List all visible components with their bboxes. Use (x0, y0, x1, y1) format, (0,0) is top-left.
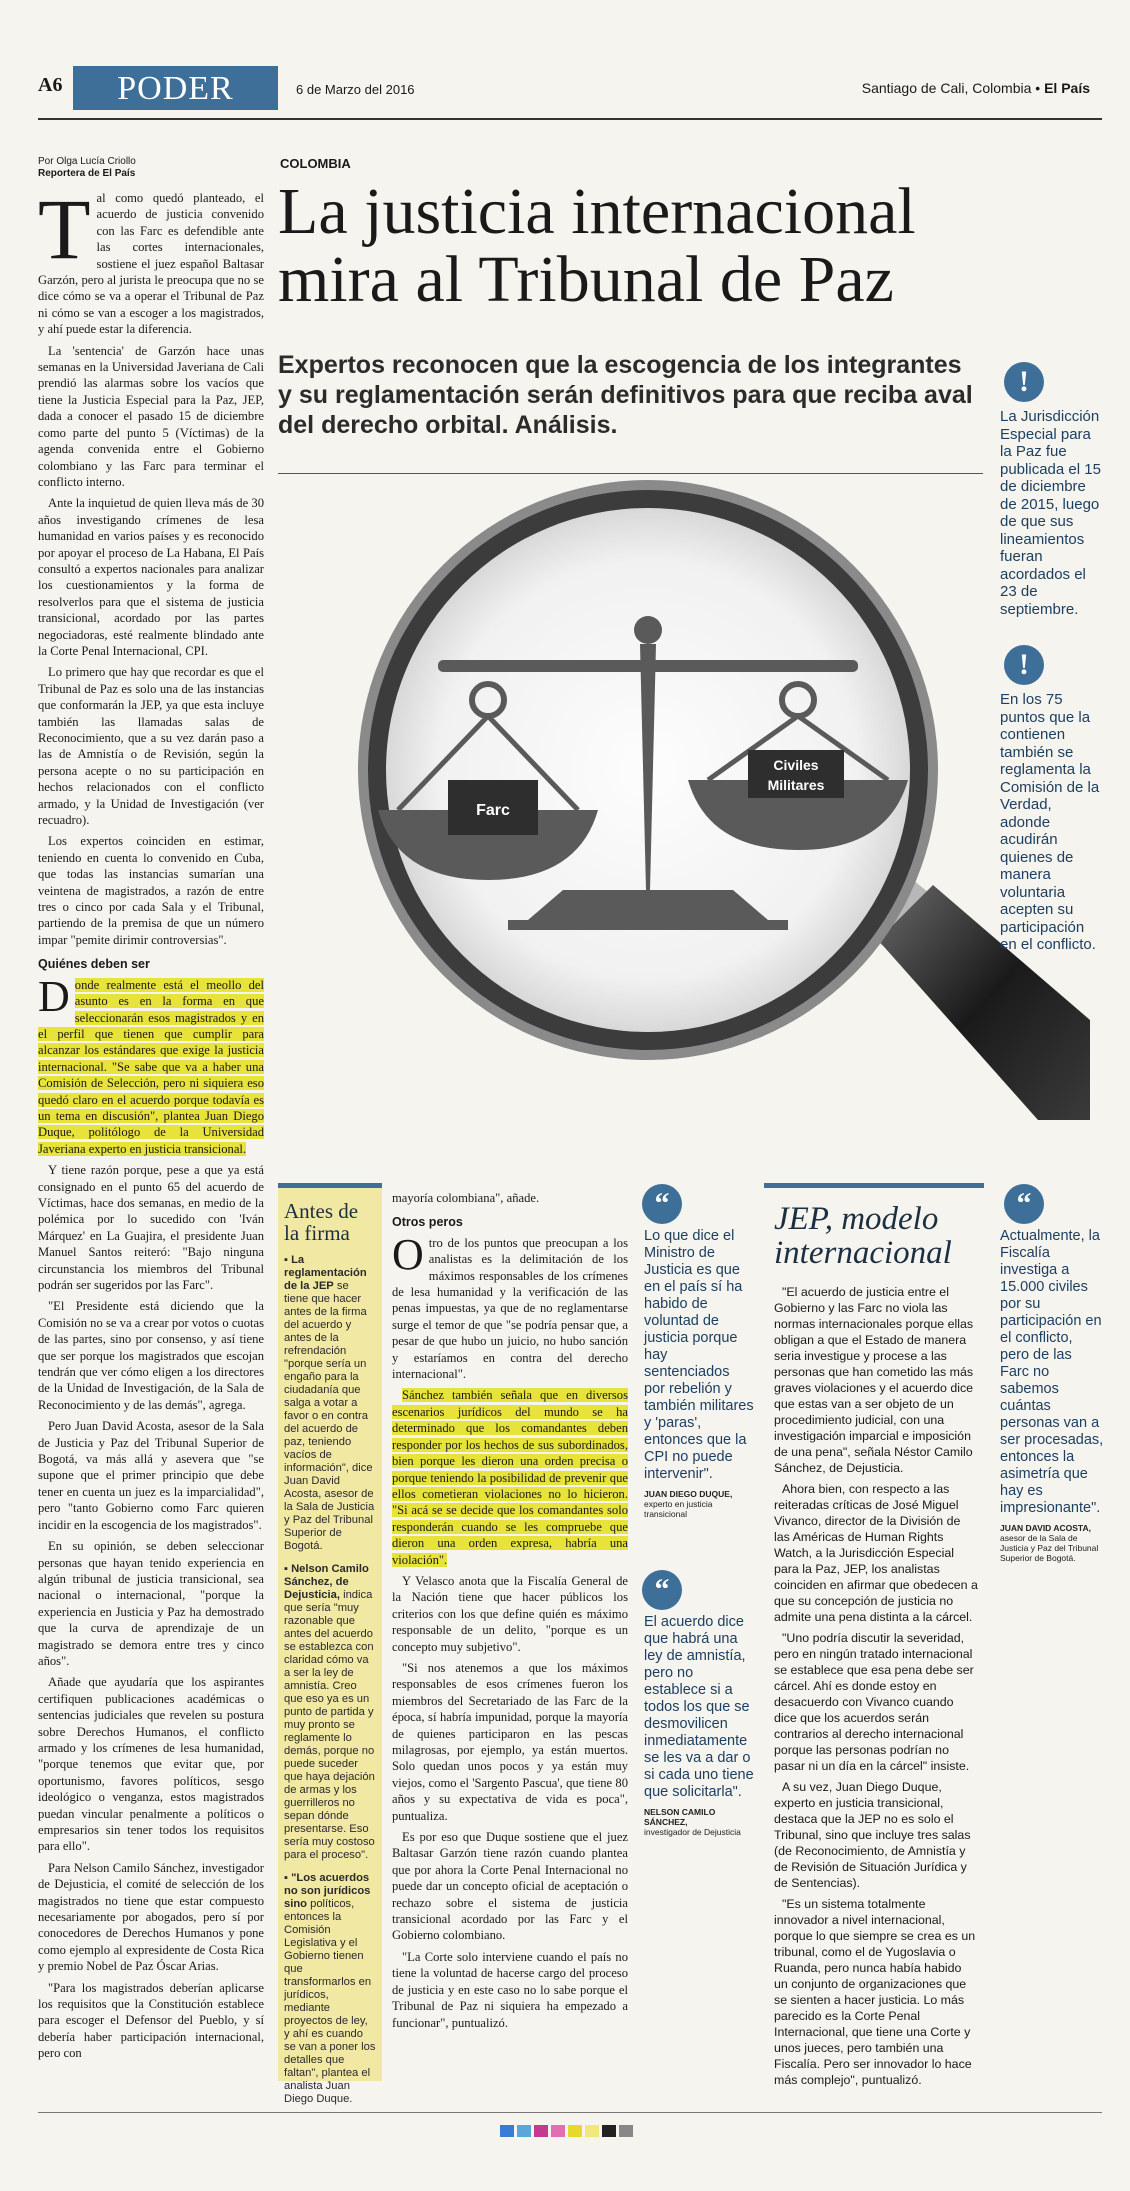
box-title: JEP, modelo internacional (774, 1201, 952, 1271)
paragraph: "Uno podría discutir la severidad, pero en ningún tratado internacional se establece que esa pena debe ser cárcel. Ahí es donde estoy en desacuerdo con Vivanco cuando dice que los acuerdos serán contrarios al derecho internacional porque las personas podrían no pasar ni un día en la cárcel" insiste. (774, 1631, 974, 1773)
box-item-text: se tiene que hacer antes de la firma del acuerdo y antes de la refrendación "porque sería un engaño para la ciudadanía que salga a votar a favor o en contra del acuerdo de paz, teniendo vacíos de información", dice Juan David Acosta, asesor de la Sala de Justicia y Paz del Tribunal Superior de Bogotá. (284, 1280, 375, 1552)
headline: La justicia internacional mira al Tribunal de Paz (278, 175, 916, 316)
pull-quote-text: Lo que dice el Ministro de Justicia es que en el país sí ha habido de voluntad de justicia porque hay sentenciados por rebelión y también militares y 'paras', entonces que la CPI no puede intervenir". (644, 1228, 754, 1482)
pull-quote-1 (644, 1228, 754, 1519)
paragraph: A su vez, Juan Diego Duque, experto en justicia transicional, destaca que la JEP no es solo el Tribunal, sino que incluye tres salas (de Reconocimiento, de Amnistía y de Revisión de Situación Jurídica y de Sentencias). (774, 1780, 971, 1890)
civiles-label: Civiles (773, 757, 819, 773)
box-item-text: políticos, entonces la Comisión Legislativa y el Gobierno tienen que transformarlos en jurídicos, mediante proyectos de ley, y ahí es cuando se van a poner los detalles que faltan", plantea el analista Juan Diego Duque. (284, 1898, 376, 2105)
paragraph: mayoría colombiana", añade. (392, 1191, 540, 1205)
paragraph: Para Nelson Camilo Sánchez, investigador de Dejusticia, el comité de selección de los magistrados no tiene que estar compuesto necesariamente por abogados, pero sí por conocedores de Derechos Humanos y pone como ejemplo al expresidente de Costa Rica y premio Nobel de Paz Óscar Arias. (38, 1860, 264, 1974)
pull-quote-3 (1000, 1228, 1104, 1563)
side-note-1: La Jurisdicción Especial para la Paz fue publicada el 15 de diciembre de 2015, luego de que sus lineamientos fueran acordados el 23 de septiembre. (1000, 408, 1101, 618)
drop-cap: O (392, 1229, 424, 1279)
subhead: Quiénes deben ser (38, 957, 150, 972)
box-item-lead: ▪ "Los acuerdos no son jurídicos sino (284, 1872, 371, 1910)
paragraph: Pero Juan David Acosta, asesor de la Sala de Justicia y Paz del Tribunal Superior de Bogotá, va más allá y asevera que "se supone que el primer principio que debe tener en cuenta un juez es la imparcialidad", pero "tanto Gobierno como Farc quieren incidir en la escogencia de los magistrados". (38, 1419, 264, 1532)
quote-name: JUAN DIEGO DUQUE, (644, 1489, 733, 1499)
paragraph: "El Presidente está diciendo que la Comisión no se va a crear por votos o cuotas de las partes, sino por consenso, y así tiene que ser porque los magistrados que escojan tendrán que ver cómo eligen a los directores de la Unidad de Investigación, de la Sala de Reconocimiento y de las demás", agrega. (38, 1299, 264, 1412)
farc-label: Farc (476, 802, 510, 819)
paragraph: La 'sentencia' de Garzón hace unas semanas en la Universidad Javeriana de Cali prendió las alarmas sobre los vacíos que tiene la Justicia Especial para la Paz, JEP, dada a conocer el pasado 15 de diciembre como parte del punto 5 (Víctimas) de la agenda convenida entre el Gobierno colombiano y las Farc para terminar el conflicto interno. (38, 343, 264, 489)
color-swatch (585, 2125, 599, 2137)
paragraph: Ante la inquietud de quien lleva más de 30 años investigando crímenes de lesa humanidad en varios países y es reconocido por apoyar el proceso de La Habana, El País consultó a expertos nacionales para analizar los cuestionamientos y la forma de resolverlos para que el sistema de justicia transicional, acordado por las partes negociadoras, esté realmente blindado ante la Corte Penal Internacional, CPI. (38, 496, 264, 658)
box-item-text: indica que sería "muy razonable que antes del acuerdo se establezca con claridad cómo va a ser la ley de amnistía. Creo que eso ya es un punto de partida y muy pronto se reglamente lo demás, porque no puede suceder que haya dejación de armas y los guerrilleros no sepan dónde presentarse. Eso sería muy costoso para el proceso". (284, 1589, 375, 1861)
box-item-lead: ▪ Nelson Camilo Sánchez, de Dejusticia, (284, 1563, 369, 1601)
paragraph: Lo primero que hay que recordar es que el Tribunal de Paz es solo una de las instancias que conformarán la JEP, ya que esta incluye también las llamadas salas de Reconocimiento, que a su vez darán paso a las de Amnistía o de Revisión, según la persona acepte o no su participación en hechos relacionados con el conflicto armado, y la Unidad de Investigación (ver recuadro). (38, 665, 264, 828)
side-note-2: En los 75 puntos que la contienen también se reglamenta la Comisión de la Verdad, adonde acudirán quienes de manera voluntaria acepten su participación en el conflicto. (1000, 691, 1100, 953)
paragraph: Ahora bien, con respecto a las reiteradas críticas de José Miguel Vivanco, director de la División de las Américas de Human Rights Watch, a la Jurisdicción Especial para la Paz, JEP, los analistas coinciden en afirmar que obedecen a que su concepción de justicia no admite una pena distinta a la cárcel. (774, 1482, 978, 1624)
paragraph: Añade que ayudaría que los aspirantes certifiquen publicaciones académicas o sentencias judiciales que revelen su postura sobre Derechos Humanos, el conflicto armado y los crímenes de lesa humanidad, "porque tenemos que evitar que, por oportunismo, favores políticos, sesgo ideológico o venganza, estos magistrados puedan vincular penalmente a políticos o empresarios sin tener todos los requisitos para ello". (38, 1675, 264, 1854)
alert-icon: ! (1004, 362, 1044, 402)
quote-role: asesor de la Sala de Justicia y Paz del Tribunal Superior de Bogotá. (1000, 1533, 1099, 1563)
jep-modelo-box (764, 1183, 984, 2090)
color-registration-bar (500, 2124, 636, 2142)
paragraph: "Es un sistema totalmente innovador a nivel internacional, porque lo que siempre se crea es un tribunal, como el de Yugoslavia o Ruanda, pero nunca había habido un conjunto de organizaciones que se sienten a hacer justicia. Lo más parecido es la Corte Penal Internacional, que tiene una Corte y unos jueces, pero también una Fiscalía. Pero ser innovador lo hace más complejo", puntualizó. (774, 1897, 976, 2087)
newspaper-name: El País (1044, 80, 1090, 96)
color-swatch (517, 2125, 531, 2137)
box-item-lead: ▪ La reglamentación de la JEP (284, 1254, 367, 1292)
paragraph: "El acuerdo de justicia entre el Gobierno y las Farc no viola las normas internacionales porque ellas obligan a que el Estado de manera seria investigue y procese a las personas que han cometido las más graves violaciones y el acuerdo dice que estas van a ser objeto de un procedimiento judicial, con una investigación imparcial e imposición de una pena", señala Néstor Camilo Sánchez, de Dejusticia. (774, 1285, 974, 1475)
highlighted-paragraph: onde realmente está el meollo del asunto es en la forma en que seleccionarán esos magistrados y en el perfil que tienen que cumplir para alcanzar los estándares que exige la justicia internacional. "Se sabe que va a haber una Comisión de Selección, pero ni siquiera eso quedó claro en el acuerdo porque todavía es un tema en discusión", plantea Juan Diego Duque, politólogo de la Universidad Javeriana experto en justicia transicional. (38, 977, 264, 1156)
quote-role: investigador de Dejusticia (644, 1827, 741, 1837)
antes-de-la-firma-box (278, 1183, 382, 2105)
quote-icon: “ (642, 1570, 682, 1610)
paragraph: "Si nos atenemos a que los máximos responsables de esos crímenes fueron los miembros del Secretariado de las Farc de la época, sí habría impunidad, porque la mayoría de quienes participaron en las pescas milagrosas, por ejemplo, ya están muertos. Solo quedan unos pocos y ya están muy viejos, como el 'Sargento Pascua', que tiene 80 años y su expectativa de vida es poca", puntualiza. (392, 1660, 628, 1823)
pull-quote-text: El acuerdo dice que habrá una ley de amnistía, pero no establece si a todos los que se desmovilicen inmediatamente se les va a dar o si cada uno tiene que solicitarla". (644, 1614, 754, 1800)
paragraph: Es por eso que Duque sostiene que el juez Baltasar Garzón tiene razón cuando plantea que por ahora la Corte Penal Internacional no puede dar un concepto oficial de aceptación o rechazo sobre el sistema de justicia transicional acordado por las Farc y el Gobierno colombiano. (392, 1830, 628, 1943)
issue-date: 6 de Marzo del 2016 (296, 82, 415, 97)
paragraph: "La Corte solo interviene cuando el país no tiene la voluntad de hacerse cargo del proceso de justicia y en este caso no lo sabe porque el Tribunal de Paz ni siquiera ha empezado a funcionar", puntualizó. (392, 1949, 628, 2030)
paragraph: Y Velasco anota que la Fiscalía General de la Nación tiene que hacer públicos los criterios con los que define quién es máximo responsable de un delito, "porque es un concepto muy subjetivo". (392, 1573, 628, 1654)
color-swatch (500, 2125, 514, 2137)
header-bullet: • (1035, 80, 1041, 96)
paragraph: En su opinión, se deben seleccionar personas que hayan tenido experiencia en algún tribunal de justicia transicional, sea nacional o internacional, "porque la experiencia en Justicia y Paz ha demostrado que la curva de aprendizaje de un magistrado se demora entre tres y cinco años". (38, 1539, 264, 1668)
page-number: A6 (38, 74, 63, 96)
color-swatch (551, 2125, 565, 2137)
color-swatch (534, 2125, 548, 2137)
section-label: PODER (73, 66, 278, 110)
quote-name: JUAN DAVID ACOSTA, (1000, 1523, 1091, 1533)
alert-icon: ! (1004, 645, 1044, 685)
scales-magnifier-illustration (278, 480, 1090, 1180)
color-swatch (619, 2125, 633, 2137)
paragraph: Y tiene razón porque, pese a que ya está consignado en el punto 65 del acuerdo de Víctimas, hace dos semanas, en medio de la polémica por lo sucedido con 'Iván Márquez' en La Guajira, el presidente Juan Manuel Santos reiteró: "Bajo ninguna circunstancia los miembros del Tribunal podrán ser sugeridos por las Farc". (38, 1163, 264, 1292)
militares-label: Militares (767, 777, 825, 793)
quote-name: NELSON CAMILO SÁNCHEZ, (644, 1807, 716, 1827)
byline-author: Por Olga Lucía Criollo (38, 156, 136, 167)
footer-rule (38, 2112, 1102, 2113)
kicker: COLOMBIA (280, 156, 351, 171)
box-title: Antes de la firma (284, 1199, 359, 1245)
deck: Expertos reconocen que la escogencia de los integrantes y su reglamentación serán definitivos para que reciba aval del derecho orbital. Análisis. (278, 351, 973, 439)
highlighted-paragraph: Sánchez también señala que en diversos escenarios jurídicos del mundo se ha determinado que los comandantes deben responder por los hechos de sus subordinados, bien porque les dieron una orden precisa o porque teniendo la posibilidad de prevenir que ellos cometieran violaciones no lo hicieron. "Si acá se se decide que los comandantes solo responderán cuando se les compruebe que dieron una orden expresa, habría una violación". (392, 1388, 628, 1567)
header-rule (38, 118, 1102, 120)
drop-cap: D (38, 971, 70, 1021)
paragraph: "Para los magistrados deberían aplicarse los requisitos que la Constitución establece para escoger el Defensor del Pueblo, y sí debería haber participación internacional, pero con (38, 1980, 264, 2061)
byline-role: Reportera de El País (38, 168, 136, 179)
header-dateline (862, 80, 1090, 96)
article-column-1 (38, 181, 264, 2067)
pull-quote-2 (644, 1614, 754, 1837)
color-swatch (568, 2125, 582, 2137)
paragraph: al como quedó planteado, el acuerdo de justicia convenido con las Farc es defendible ante las cortes internacionales, sostiene el juez español Baltasar Garzón, pero al jurista le preocupa que no se dice cómo se va a operar el Tribunal de Paz ni cómo se van a escoger a los magistrados, y ahí puede estar la diferencia. (38, 191, 264, 337)
paragraph: Los expertos coinciden en estimar, teniendo en cuenta lo convenido en Cuba, que todas las instancias sumarían una veintena de magistrados, a razón de entre tres o cinco por cada Sala y el Tribunal, partiendo de la premisa de que un número impar "pemite dirimir controversias". (38, 834, 264, 947)
byline (38, 156, 268, 180)
header-city: Santiago de Cali, Colombia (861, 80, 1032, 96)
quote-icon: “ (1004, 1184, 1044, 1224)
paragraph: tro de los puntos que preocupan a los analistas es la delimitación de los máximos responsables de los crímenes de lesa humanidad y la verificación de las penas impuestas, ya que de no reglamentarse surge el temor de que "se podría pensar que, a pesar de que hubo un juicio, no hubo sanción y estaríamos en contra del derecho internacional". (392, 1235, 628, 1382)
subhead: Otros peros (392, 1215, 463, 1230)
pull-quote-text: Actualmente, la Fiscalía investiga a 15.000 civiles por su participación en el conflicto, pero de las Farc no sabemos cuántas personas van a ser procesadas, entonces la asimetría que hay es impresionante". (1000, 1228, 1104, 1516)
color-swatch (602, 2125, 616, 2137)
deck-rule (278, 473, 983, 474)
article-column-2 (392, 1190, 628, 2036)
quote-icon: “ (642, 1184, 682, 1224)
drop-cap: T (38, 181, 91, 277)
quote-role: experto en justicia transicional (644, 1499, 713, 1519)
